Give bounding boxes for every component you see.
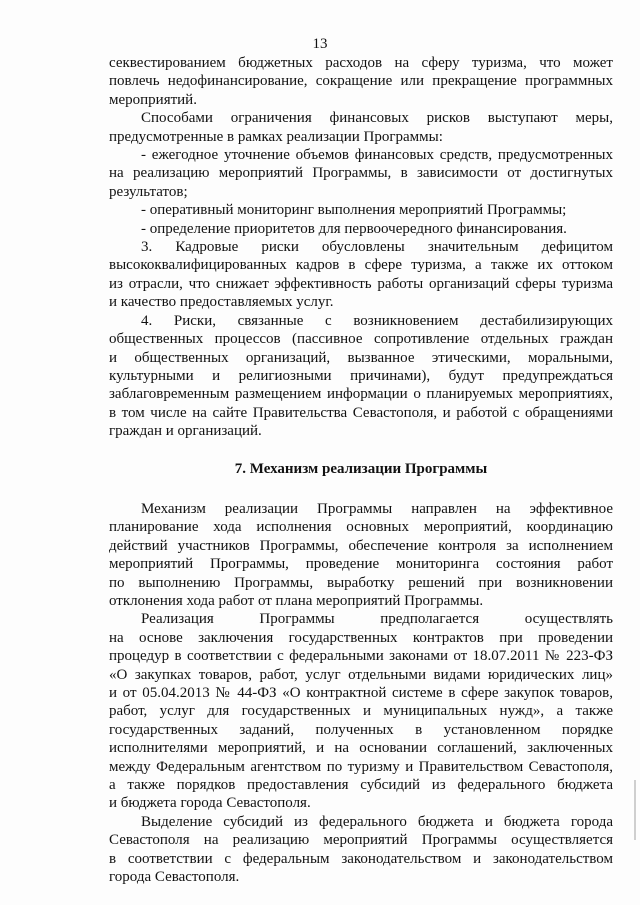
text-line: - ежегодное уточнение объемов финансовых средств, предусмотренных (141, 147, 613, 164)
paragraph (109, 54, 613, 109)
text-line: высококвалифицированных кадров в сфере туризма, а также их оттоком (109, 257, 613, 274)
text-line: «О закупках товаров, работ, услуг отдельными видами юридических лиц» (109, 666, 613, 683)
document-body (109, 54, 613, 886)
text-line: общественных процессов (пассивное сопротивление отдельных граждан (109, 331, 613, 348)
text-line: планирование хода исполнения основных мероприятий, координацию (109, 519, 613, 536)
text-line: повлечь недофинансирование, сокращение или прекращение программных (109, 73, 613, 90)
paragraph (109, 201, 613, 219)
text-line: города Севастополя. (109, 869, 240, 886)
text-line: между Федеральным агентством по туризму и Правительством Севастополя, (109, 758, 613, 775)
text-line: Севастополя на реализацию мероприятий Программы осуществляется (109, 832, 613, 849)
text-line: Выделение субсидий из федерального бюджета и бюджета города (141, 813, 613, 830)
text-line: исполнителями мероприятий, и на основании соглашений, заключенных (109, 740, 613, 757)
paragraph (109, 220, 613, 238)
text-line: граждан и организаций. (109, 423, 262, 440)
text-line: государственных заданий, полученных в установленном порядке (109, 721, 613, 738)
text-line: мероприятий. (109, 91, 197, 108)
text-line: 3. Кадровые риски обусловлены значительным дефицитом (141, 239, 613, 256)
text-line: действий участников Программы, обеспечение контроля за исполнением (109, 537, 613, 554)
text-line: предусмотренные в рамках реализации Программы: (109, 128, 443, 145)
text-line: секвестированием бюджетных расходов на сферу туризма, что может (109, 55, 613, 71)
text-line: по выполнению Программы, выработку решений при возникновении (109, 574, 613, 591)
text-line: отклонения хода работ от плана мероприятий Программы. (109, 592, 484, 609)
text-line: на реализацию мероприятий Программы, в зависимости от достигнутых (109, 165, 613, 182)
text-line: 4. Риски, связанные с возникновением дестабилизирующих (141, 312, 613, 329)
paragraph (109, 610, 613, 812)
paragraph (109, 312, 613, 441)
text-line: в соответствии с федеральным законодательством и законодательством (109, 850, 613, 867)
text-line: и общественных организаций, вызванное этическими, моральными, (109, 349, 613, 366)
page-number: 13 (312, 36, 328, 52)
paragraph (109, 109, 613, 146)
text-line: процедур в соответствии с федеральными законами от 18.07.2011 № 223-ФЗ (109, 648, 613, 665)
paragraph (109, 500, 613, 610)
section-7-text (109, 500, 613, 887)
text-line: и бюджета города Севастополя. (109, 795, 311, 812)
text-line: на основе заключения государственных контрактов при проведении (109, 629, 613, 646)
paragraph (109, 146, 613, 201)
text-line: а также порядков предоставления субсидий из федерального бюджета (109, 777, 613, 794)
text-line: результатов; (109, 183, 188, 200)
text-line: из отрасли, что снижает эффективность работы организаций сферы туризма (109, 275, 613, 292)
section-6-text (109, 54, 613, 441)
text-line: и от 05.04.2013 № 44-ФЗ «О контрактной системе в сфере закупок товаров, (109, 685, 613, 701)
text-line: и качество предоставляемых услуг. (109, 294, 334, 311)
text-line: - определение приоритетов для первоочередного финансирования. (141, 220, 567, 237)
text-line: Способами ограничения финансовых рисков выступают меры, (141, 110, 613, 127)
paragraph (109, 813, 613, 887)
text-line: Механизм реализации Программы направлен на эффективное (141, 500, 613, 517)
paragraph (109, 238, 613, 312)
text-line: в том числе на сайте Правительства Севастополя, и работой с обращениями (109, 404, 613, 421)
section-heading: 7. Механизм реализации Программы (234, 460, 488, 477)
text-line: Реализация Программы предполагается осуществлять (141, 611, 613, 628)
text-line: работ, услуг для государственных и муниципальных нужд», а также (109, 703, 613, 720)
text-line: - оперативный мониторинг выполнения мероприятий Программы; (141, 202, 567, 219)
text-line: мероприятий Программы, проведение мониторинга состояния работ (109, 556, 613, 573)
scan-edge-mark (634, 780, 636, 840)
text-line: культурными и религиозными причинами), будут предупреждаться (109, 367, 613, 384)
text-line: заблаговременным размещением информации о планируемых мероприятиях, (109, 386, 613, 403)
